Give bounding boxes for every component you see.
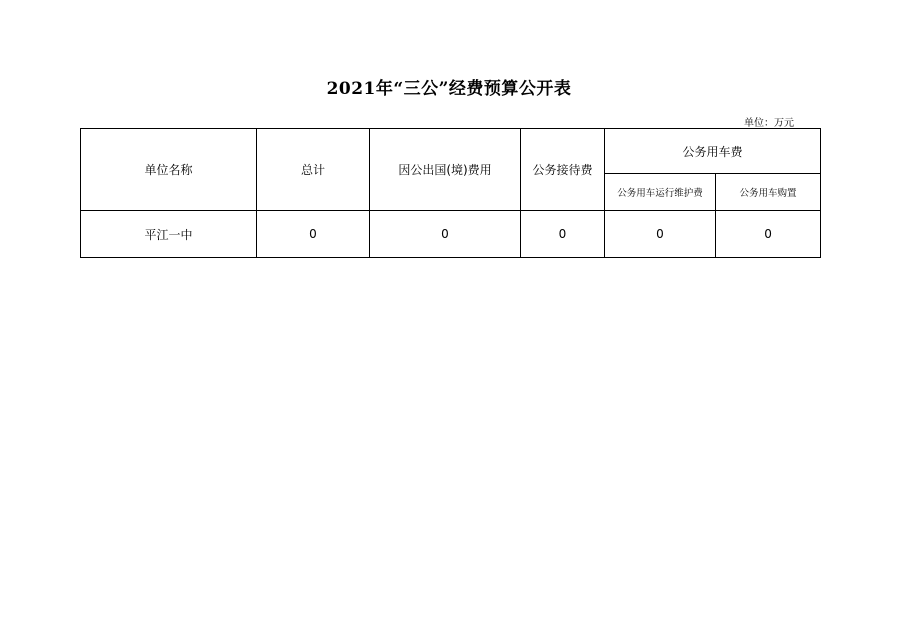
cell-abroad: 0 — [370, 211, 521, 258]
header-unit-name: 单位名称 — [81, 129, 257, 211]
cell-vehicle-operation: 0 — [605, 211, 716, 258]
table-row — [81, 211, 821, 258]
header-total: 总计 — [257, 129, 370, 211]
header-vehicle: 公务用车费 — [605, 129, 821, 174]
table-header-row — [81, 129, 821, 174]
cell-reception: 0 — [521, 211, 605, 258]
header-abroad: 因公出国(境)费用 — [370, 129, 521, 211]
cell-total: 0 — [257, 211, 370, 258]
unit-label: 单位：万元 — [744, 118, 794, 129]
document-title: 2021年“三公”经费预算公开表 — [326, 79, 572, 99]
header-vehicle-purchase: 公务用车购置 — [716, 174, 821, 211]
cell-unit-name: 平江一中 — [81, 211, 257, 258]
header-reception: 公务接待费 — [521, 129, 605, 211]
header-vehicle-operation: 公务用车运行维护费 — [605, 174, 716, 211]
budget-table — [80, 128, 821, 258]
cell-vehicle-purchase: 0 — [716, 211, 821, 258]
